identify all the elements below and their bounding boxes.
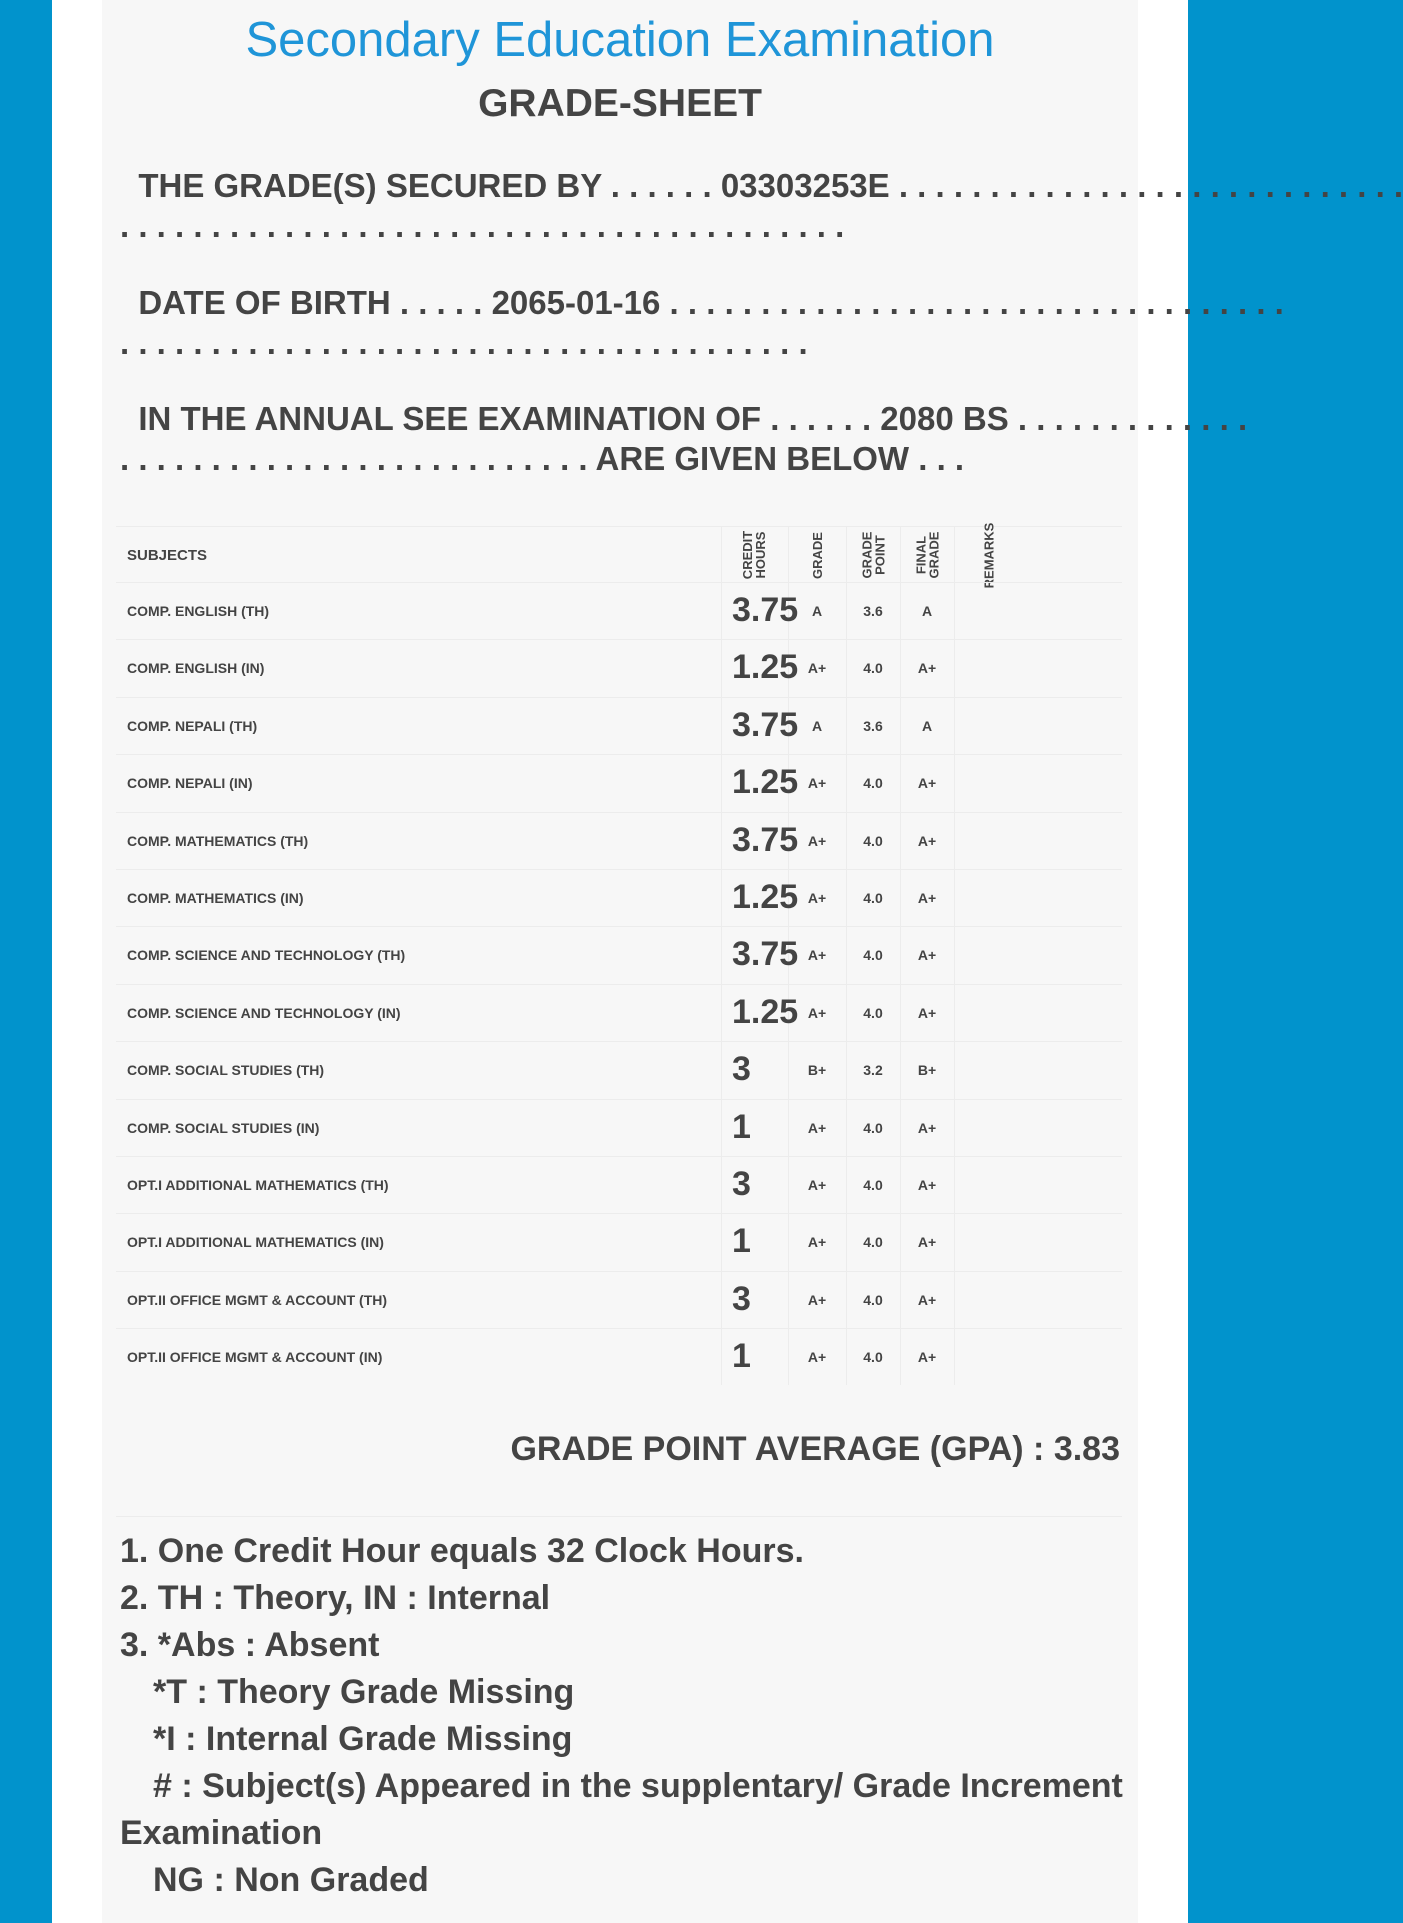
table-row (116, 869, 1122, 926)
gpa-summary: GRADE POINT AVERAGE (GPA) : 3.83 (510, 1430, 1120, 1468)
final-grade-value: A+ (917, 1349, 937, 1366)
secured-by-label: THE GRADE(S) SECURED BY (138, 167, 602, 204)
final-grade-value: A+ (917, 947, 937, 964)
table-row (116, 697, 1122, 754)
exam-label: IN THE ANNUAL SEE EXAMINATION OF (138, 400, 762, 437)
grade-point-value: 4.0 (863, 660, 883, 677)
grade-sheet (102, 0, 1403, 1923)
grade-value: A (811, 603, 823, 619)
header-credit-hours: CREDIT HOURS (739, 530, 768, 580)
grade-value: A+ (807, 1004, 827, 1021)
subject-name: COMP. MATHEMATICS (TH) (127, 832, 309, 849)
subject-name: COMP. SCIENCE AND TECHNOLOGY (IN) (127, 1004, 401, 1021)
final-grade-value: A+ (917, 660, 937, 677)
header-final-grade: FINAL GRADE (912, 531, 941, 579)
exam-year: 2080 BS (880, 400, 1009, 437)
dob-value: 2065-01-16 (491, 284, 661, 321)
grade-point-value: 4.0 (863, 775, 883, 792)
subject-name: COMP. NEPALI (TH) (127, 717, 258, 734)
grade-point-value: 4.0 (863, 1119, 883, 1136)
subject-name: OPT.II OFFICE MGMT & ACCOUNT (IN) (127, 1349, 383, 1366)
credit-hours: 3.75 (732, 820, 799, 859)
subject-name: OPT.II OFFICE MGMT & ACCOUNT (TH) (127, 1291, 388, 1308)
grade-point-value: 3.6 (863, 603, 883, 619)
grades-table (116, 522, 1122, 1385)
header-grade-cell (787, 527, 847, 583)
header-remarks-cell (959, 522, 1019, 588)
header-grade-point: GRADE POINT (858, 531, 887, 579)
grade-value: A+ (807, 1119, 827, 1136)
symbol-number: 03303253E (720, 167, 890, 204)
table-row (116, 1328, 1122, 1385)
note-line: 3. *Abs : Absent (120, 1626, 380, 1664)
grade-point-value: 4.0 (863, 1234, 883, 1251)
grade-point-value: 4.0 (863, 832, 883, 849)
final-grade-value: A (921, 717, 933, 734)
table-row (116, 1041, 1122, 1098)
header-subjects: SUBJECTS (127, 547, 208, 564)
final-grade-value: A+ (917, 1176, 937, 1193)
table-row (116, 1271, 1122, 1328)
subject-name: OPT.I ADDITIONAL MATHEMATICS (TH) (127, 1176, 389, 1193)
table-row (116, 1213, 1122, 1270)
grade-value: A+ (807, 1176, 827, 1193)
notes-divider (116, 1516, 1122, 1517)
note-line: *I : Internal Grade Missing (153, 1720, 573, 1758)
grade-value: B+ (807, 1062, 827, 1079)
credit-hours: 3.75 (732, 591, 799, 629)
exam-title: Secondary Education Examination (245, 13, 995, 67)
final-grade-value: A+ (917, 1291, 937, 1308)
note-line: # : Subject(s) Appeared in the supplentary/ Grade Increment (153, 1767, 1123, 1805)
note-line: Examination (120, 1814, 323, 1852)
notes-list (120, 1528, 1130, 1904)
grade-value: A+ (807, 1349, 827, 1366)
grade-point-value: 3.2 (863, 1062, 883, 1079)
grade-point-value: 4.0 (863, 1291, 883, 1308)
grade-point-value: 4.0 (863, 947, 883, 964)
grade-point-value: 4.0 (863, 889, 883, 906)
note-line: *T : Theory Grade Missing (153, 1673, 575, 1711)
final-grade-value: A+ (917, 889, 937, 906)
grade-value: A+ (807, 889, 827, 906)
table-body (116, 582, 1122, 1385)
final-grade-value: A+ (917, 775, 937, 792)
credit-hours: 1.25 (732, 648, 799, 687)
table-row (116, 984, 1122, 1041)
final-grade-value: A+ (917, 1119, 937, 1136)
credit-hours: 3 (732, 1050, 751, 1089)
subject-name: COMP. NEPALI (IN) (127, 775, 253, 792)
grade-point-value: 4.0 (863, 1176, 883, 1193)
grade-value: A+ (807, 1291, 827, 1308)
page-panel (52, 0, 1403, 1923)
credit-hours: 1 (732, 1337, 751, 1376)
dob-label: DATE OF BIRTH (138, 284, 391, 321)
credit-hours: 3.75 (732, 935, 799, 974)
table-row (116, 1099, 1122, 1156)
grade-value: A+ (807, 775, 827, 792)
credit-hours: 3 (732, 1279, 751, 1318)
given-below-text: ARE GIVEN BELOW . . . (595, 440, 965, 477)
credit-hours: 1.25 (732, 877, 799, 916)
sheet-subtitle: GRADE-SHEET (478, 82, 762, 125)
grade-point-value: 3.6 (863, 717, 883, 734)
note-line: 2. TH : Theory, IN : Internal (120, 1579, 551, 1617)
subject-name: OPT.I ADDITIONAL MATHEMATICS (IN) (127, 1234, 384, 1251)
credit-hours: 3.75 (732, 705, 799, 744)
final-grade-value: A+ (917, 1234, 937, 1251)
grade-point-value: 4.0 (863, 1004, 883, 1021)
subject-name: COMP. SCIENCE AND TECHNOLOGY (TH) (127, 947, 406, 964)
subject-name: COMP. ENGLISH (TH) (127, 603, 270, 619)
credit-hours: 1.25 (732, 763, 799, 802)
grade-value: A+ (807, 947, 827, 964)
header-grade-point-cell (843, 527, 903, 583)
header-remarks: REMARKS (981, 522, 997, 588)
final-grade-value: A+ (917, 1004, 937, 1021)
credit-hours: 1.25 (732, 992, 799, 1031)
secured-by-statement: THE GRADE(S) SECURED BY . . . . . . 03303253E . . . . . . . . . . . . . . . . . . . . . . . . . . . . . . . . . . . . . . . . . . . . . . . . . . . . . . . . . . . . . . . . . . . . (120, 167, 1403, 244)
table-row (116, 582, 1122, 639)
credit-hours: 1 (732, 1222, 751, 1261)
final-grade-value: A (921, 603, 933, 619)
table-row (116, 639, 1122, 696)
grade-value: A+ (807, 1234, 827, 1251)
final-grade-value: A+ (917, 832, 937, 849)
grade-value: A+ (807, 660, 827, 677)
subject-name: COMP. SOCIAL STUDIES (TH) (127, 1062, 325, 1079)
header-credit-hours-cell (724, 527, 784, 583)
note-line: 1. One Credit Hour equals 32 Clock Hours. (120, 1532, 804, 1570)
grade-point-value: 4.0 (863, 1349, 883, 1366)
table-row (116, 926, 1122, 983)
exam-statement: IN THE ANNUAL SEE EXAMINATION OF . . . . . . 2080 BS . . . . . . . . . . . . . . . . . . . . . . . . . . . . . . . . . . . . . . . ARE GIVEN BELOW . . . (120, 400, 1248, 477)
credit-hours: 1 (732, 1107, 751, 1146)
credit-hours: 3 (732, 1164, 751, 1203)
header-grade: GRADE (809, 531, 825, 579)
subject-name: COMP. ENGLISH (IN) (127, 660, 265, 677)
subject-name: COMP. SOCIAL STUDIES (IN) (127, 1119, 320, 1136)
table-row (116, 754, 1122, 811)
header-final-grade-cell (897, 527, 957, 583)
note-line: NG : Non Graded (153, 1861, 429, 1899)
table-header (116, 522, 1122, 588)
table-row (116, 812, 1122, 869)
date-of-birth-statement: DATE OF BIRTH . . . . . 2065-01-16 . . . . . . . . . . . . . . . . . . . . . . . . . . . . . . . . . . . . . . . . . . . . . . . . . . . . . . . . . . . . . . . . . . . . . . . . (120, 284, 1284, 361)
final-grade-value: B+ (917, 1062, 937, 1079)
grade-value: A (811, 717, 823, 734)
table-row (116, 1156, 1122, 1213)
grade-value: A+ (807, 832, 827, 849)
subject-name: COMP. MATHEMATICS (IN) (127, 889, 304, 906)
